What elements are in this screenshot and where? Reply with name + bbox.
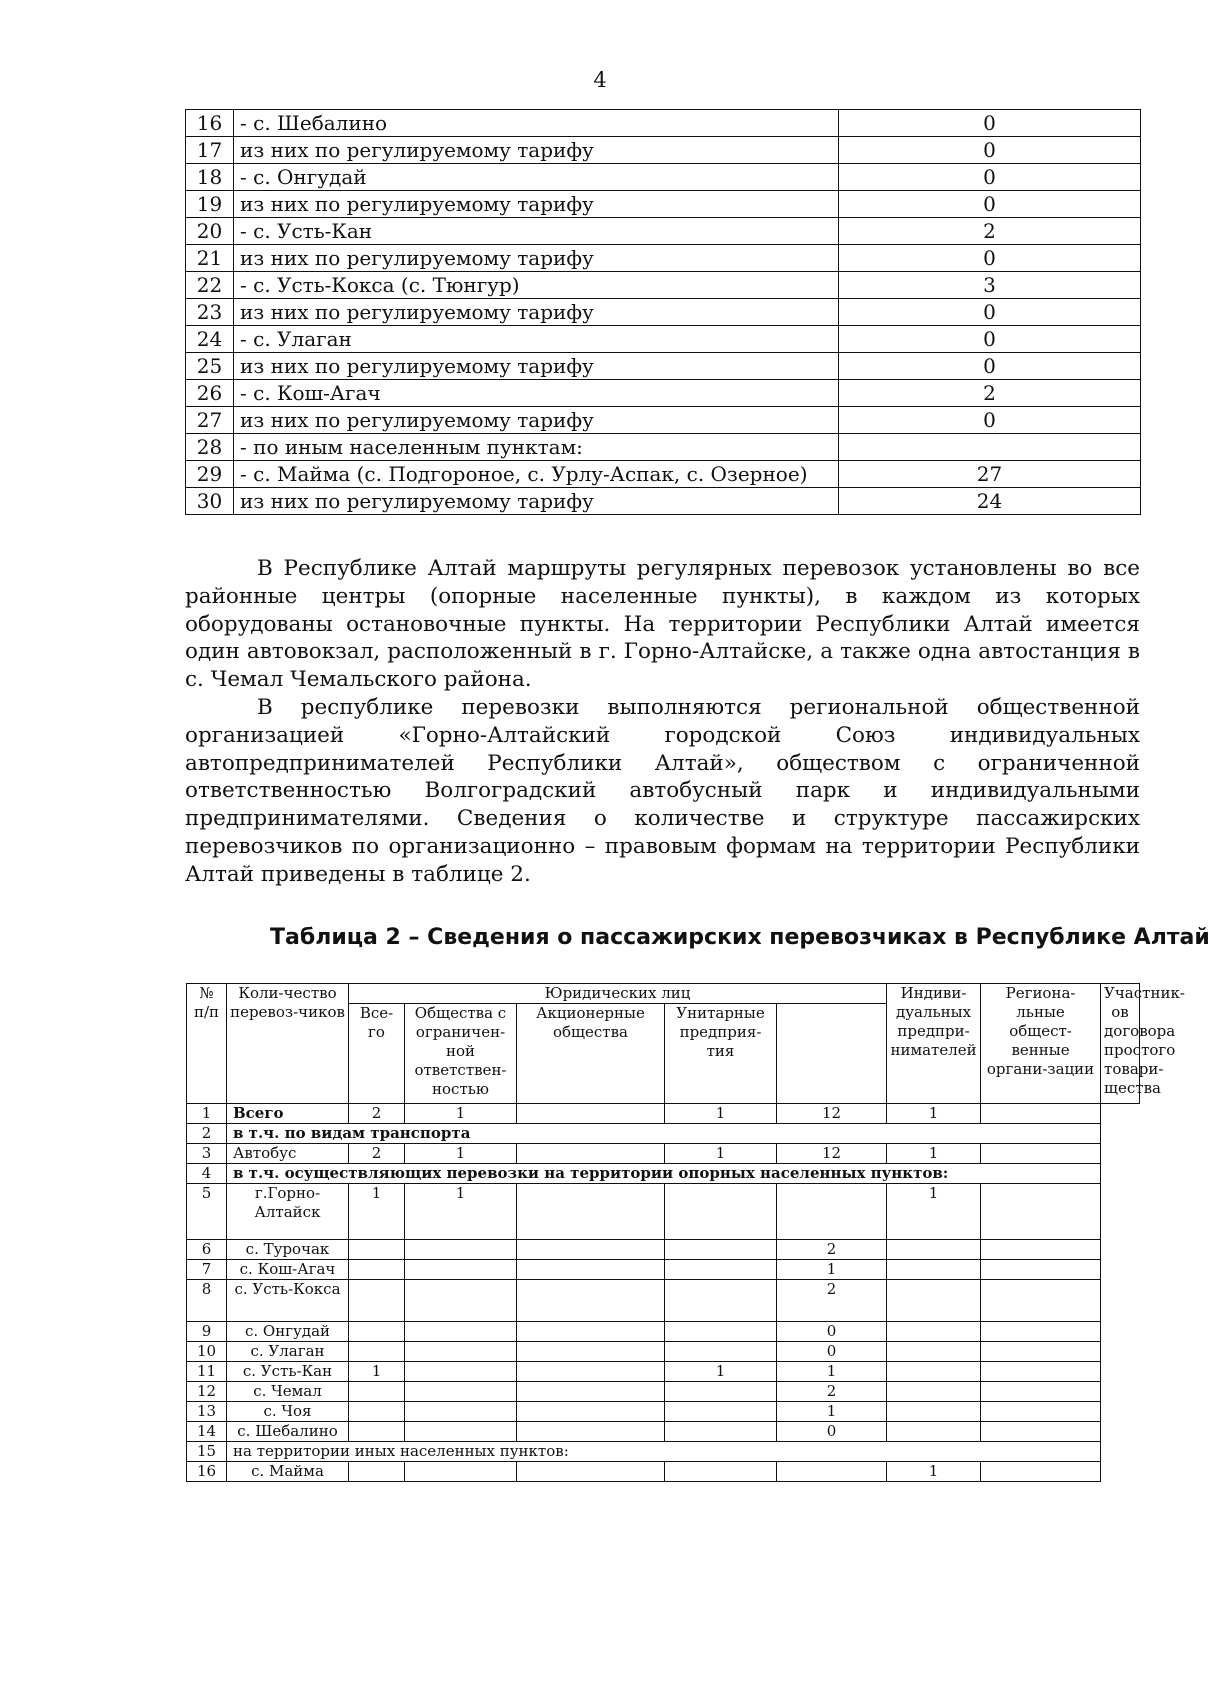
row-number: 17 (186, 137, 234, 164)
row-name: с. Улаган (227, 1342, 349, 1362)
cell-regional (887, 1240, 981, 1260)
cell-unitary: 1 (665, 1362, 777, 1382)
cell-total (349, 1462, 405, 1482)
cell-jsc (517, 1402, 665, 1422)
cell-partners (981, 1280, 1101, 1322)
section-label: в т.ч. осуществляющих перевозки на территории опорных населенных пунктов: (227, 1164, 1101, 1184)
row-value (839, 434, 1141, 461)
row-label: - с. Усть-Кокса (с. Тюнгур) (234, 272, 839, 299)
cell-regional (887, 1402, 981, 1422)
cell-partners (981, 1184, 1101, 1240)
cell-individual: 2 (777, 1240, 887, 1260)
cell-jsc (517, 1382, 665, 1402)
cell-unitary (665, 1342, 777, 1362)
cell-individual: 0 (777, 1422, 887, 1442)
row-name: с. Турочак (227, 1240, 349, 1260)
cell-partners (981, 1382, 1101, 1402)
table-row (187, 1184, 1140, 1240)
row-value: 27 (839, 461, 1141, 488)
row-value: 0 (839, 137, 1141, 164)
row-number: 27 (186, 407, 234, 434)
cell-partners (981, 1240, 1101, 1260)
row-number: 16 (186, 110, 234, 137)
row-name: с. Шебалино (227, 1422, 349, 1442)
row-value: 3 (839, 272, 1141, 299)
cell-unitary: 1 (665, 1104, 777, 1124)
cell-llc (405, 1402, 517, 1422)
header-row (187, 984, 1140, 1004)
table-row (186, 407, 1141, 434)
row-label: из них по регулируемому тарифу (234, 299, 839, 326)
row-value: 0 (839, 191, 1141, 218)
row-label: - с. Шебалино (234, 110, 839, 137)
row-name: с. Майма (227, 1462, 349, 1482)
row-number: 19 (186, 191, 234, 218)
cell-llc (405, 1362, 517, 1382)
row-label: из них по регулируемому тарифу (234, 353, 839, 380)
table-row (187, 1144, 1140, 1164)
cell-regional: 1 (887, 1184, 981, 1240)
table-row (187, 1260, 1140, 1280)
col-header-num: № п/п (187, 984, 227, 1104)
cell-partners (981, 1462, 1101, 1482)
row-label: - с. Кош-Агач (234, 380, 839, 407)
cell-individual: 1 (777, 1260, 887, 1280)
cell-total (349, 1342, 405, 1362)
cell-unitary (665, 1240, 777, 1260)
row-label: из них по регулируемому тарифу (234, 488, 839, 515)
cell-individual: 2 (777, 1382, 887, 1402)
col-header-llc: Общества с ограничен-ной ответствен-ностью (405, 1004, 517, 1104)
row-number: 21 (186, 245, 234, 272)
cell-regional: 1 (887, 1104, 981, 1124)
row-name: с. Чоя (227, 1402, 349, 1422)
cell-total: 1 (349, 1362, 405, 1382)
cell-partners (981, 1260, 1101, 1280)
cell-partners (981, 1104, 1101, 1124)
row-number: 3 (187, 1144, 227, 1164)
table-row (187, 1104, 1140, 1124)
row-value: 24 (839, 488, 1141, 515)
table-row (187, 1342, 1140, 1362)
row-label: из них по регулируемому тарифу (234, 245, 839, 272)
body-text (185, 555, 1140, 889)
table-row (186, 434, 1141, 461)
cell-individual: 0 (777, 1342, 887, 1362)
table-row (187, 1402, 1140, 1422)
col-header-partners: Участник-ов договора простого товари-щества (1101, 984, 1140, 1104)
cell-partners (981, 1422, 1101, 1442)
row-number: 23 (186, 299, 234, 326)
row-number: 25 (186, 353, 234, 380)
table-row (186, 461, 1141, 488)
cell-regional (887, 1322, 981, 1342)
cell-total (349, 1240, 405, 1260)
row-number: 8 (187, 1280, 227, 1322)
table-row (186, 326, 1141, 353)
row-number: 9 (187, 1322, 227, 1342)
cell-individual: 12 (777, 1144, 887, 1164)
cell-individual: 0 (777, 1322, 887, 1342)
row-number: 7 (187, 1260, 227, 1280)
row-number: 2 (187, 1124, 227, 1144)
cell-regional (887, 1280, 981, 1322)
cell-jsc (517, 1240, 665, 1260)
cell-llc (405, 1280, 517, 1322)
cell-total (349, 1280, 405, 1322)
cell-partners (981, 1402, 1101, 1422)
cell-llc (405, 1322, 517, 1342)
table-row (186, 110, 1141, 137)
row-number: 4 (187, 1164, 227, 1184)
row-number: 16 (187, 1462, 227, 1482)
col-header-legal: Юридических лиц (349, 984, 887, 1004)
row-name: с. Усть-Кокса (227, 1280, 349, 1322)
cell-regional: 1 (887, 1144, 981, 1164)
cell-total: 1 (349, 1184, 405, 1240)
row-value: 2 (839, 218, 1141, 245)
cell-jsc (517, 1104, 665, 1124)
row-number: 22 (186, 272, 234, 299)
cell-jsc (517, 1362, 665, 1382)
row-label: из них по регулируемому тарифу (234, 137, 839, 164)
cell-individual: 2 (777, 1280, 887, 1322)
section-label: в т.ч. по видам транспорта (227, 1124, 1101, 1144)
cell-partners (981, 1322, 1101, 1342)
cell-unitary (665, 1462, 777, 1482)
table-row (186, 353, 1141, 380)
cell-regional (887, 1422, 981, 1442)
cell-individual (777, 1462, 887, 1482)
cell-llc (405, 1240, 517, 1260)
row-name: с. Кош-Агач (227, 1260, 349, 1280)
row-number: 13 (187, 1402, 227, 1422)
table-row (187, 1362, 1140, 1382)
table-row (187, 1322, 1140, 1342)
row-value: 0 (839, 299, 1141, 326)
cell-jsc (517, 1462, 665, 1482)
cell-llc (405, 1382, 517, 1402)
row-label: - с. Улаган (234, 326, 839, 353)
cell-jsc (517, 1184, 665, 1240)
cell-unitary (665, 1260, 777, 1280)
cell-llc (405, 1260, 517, 1280)
row-value: 0 (839, 164, 1141, 191)
cell-total (349, 1422, 405, 1442)
cell-total: 2 (349, 1144, 405, 1164)
col-header-count: Коли-чество перевоз-чиков (227, 984, 349, 1104)
row-label: - с. Майма (с. Подгороное, с. Урлу-Аспак, с. Озерное) (234, 461, 839, 488)
row-label: - с. Усть-Кан (234, 218, 839, 245)
col-header-individual: Индиви-дуальных предпри-нимателей (887, 984, 981, 1104)
section-label: на территории иных населенных пунктов: (227, 1442, 1101, 1462)
cell-partners (981, 1342, 1101, 1362)
cell-individual (777, 1184, 887, 1240)
cell-unitary (665, 1184, 777, 1240)
row-number: 15 (187, 1442, 227, 1462)
cell-jsc (517, 1260, 665, 1280)
cell-individual: 1 (777, 1402, 887, 1422)
cell-jsc (517, 1280, 665, 1322)
cell-partners (981, 1362, 1101, 1382)
cell-unitary (665, 1280, 777, 1322)
cell-jsc (517, 1144, 665, 1164)
table-row (186, 164, 1141, 191)
row-number: 5 (187, 1184, 227, 1240)
cell-llc (405, 1342, 517, 1362)
section-row (187, 1164, 1140, 1184)
cell-total (349, 1402, 405, 1422)
row-number: 26 (186, 380, 234, 407)
table-row (186, 191, 1141, 218)
table-row (187, 1240, 1140, 1260)
table-row (187, 1382, 1140, 1402)
cell-total: 2 (349, 1104, 405, 1124)
routes-table (185, 109, 1141, 515)
cell-regional (887, 1362, 981, 1382)
row-name: Всего (227, 1104, 349, 1124)
page-number: 4 (593, 68, 607, 92)
row-number: 6 (187, 1240, 227, 1260)
table-row (186, 272, 1141, 299)
cell-regional (887, 1342, 981, 1362)
cell-partners (981, 1144, 1101, 1164)
table-row (186, 299, 1141, 326)
row-number: 10 (187, 1342, 227, 1362)
row-value: 2 (839, 380, 1141, 407)
table-row (187, 1280, 1140, 1322)
row-label: из них по регулируемому тарифу (234, 407, 839, 434)
row-name: с. Усть-Кан (227, 1362, 349, 1382)
row-number: 1 (187, 1104, 227, 1124)
row-value: 0 (839, 407, 1141, 434)
row-number: 29 (186, 461, 234, 488)
col-header-unitary: Унитарные предприя-тия (665, 1004, 777, 1104)
cell-jsc (517, 1422, 665, 1442)
cell-total (349, 1260, 405, 1280)
row-value: 0 (839, 245, 1141, 272)
row-name: Автобус (227, 1144, 349, 1164)
section-row (187, 1442, 1140, 1462)
table-row (187, 1422, 1140, 1442)
cell-regional (887, 1260, 981, 1280)
cell-regional: 1 (887, 1462, 981, 1482)
table-row (186, 137, 1141, 164)
table-row (186, 488, 1141, 515)
row-name: г.Горно-Алтайск (227, 1184, 349, 1240)
row-number: 24 (186, 326, 234, 353)
col-header-regional: Региона-льные общест-венные органи-зации (981, 984, 1101, 1104)
paragraph: В Республике Алтай маршруты регулярных перевозок установлены во все районные центры (опорные населенные пункты), в каждом из которых оборудованы остановочные пункты. На территории Республики Алтай имеется один автовокзал, расположенный в г. Горно-Алтайске, а также одна автостанция в с. Чемал Чемальского района. (185, 556, 1140, 693)
cell-llc: 1 (405, 1104, 517, 1124)
cell-individual: 1 (777, 1362, 887, 1382)
cell-unitary: 1 (665, 1144, 777, 1164)
cell-unitary (665, 1382, 777, 1402)
table-title: Таблица 2 – Сведения о пассажирских перевозчиках в Республике Алтай (270, 925, 1210, 950)
table-row (186, 245, 1141, 272)
row-value: 0 (839, 353, 1141, 380)
col-header-total: Все-го (349, 1004, 405, 1104)
cell-jsc (517, 1322, 665, 1342)
cell-total (349, 1382, 405, 1402)
row-label: из них по регулируемому тарифу (234, 191, 839, 218)
cell-unitary (665, 1422, 777, 1442)
cell-jsc (517, 1342, 665, 1362)
carriers-table (186, 983, 1185, 1482)
cell-total (349, 1322, 405, 1342)
cell-unitary (665, 1402, 777, 1422)
paragraph: В республике перевозки выполняются региональной общественной организацией «Горно-Алтайский городской Союз индивидуальных автопредпринимателей Республики Алтай», обществом с ограниченной ответственностью Волгоградский автобусный парк и индивидуальными предпринимателями. Сведения о количестве и структуре пассажирских перевозчиков по организационно – правовым формам на территории Республики Алтай приведены в таблице 2. (185, 694, 1140, 887)
section-row (187, 1124, 1140, 1144)
col-header-jsc: Акционерные общества (517, 1004, 665, 1104)
row-number: 20 (186, 218, 234, 245)
row-number: 18 (186, 164, 234, 191)
cell-llc: 1 (405, 1144, 517, 1164)
table-row (186, 218, 1141, 245)
row-number: 28 (186, 434, 234, 461)
row-name: с. Онгудай (227, 1322, 349, 1342)
row-name: с. Чемал (227, 1382, 349, 1402)
row-number: 11 (187, 1362, 227, 1382)
row-value: 0 (839, 326, 1141, 353)
cell-regional (887, 1382, 981, 1402)
cell-llc (405, 1462, 517, 1482)
row-number: 14 (187, 1422, 227, 1442)
cell-individual: 12 (777, 1104, 887, 1124)
cell-unitary (665, 1322, 777, 1342)
cell-llc (405, 1422, 517, 1442)
table-row (186, 380, 1141, 407)
row-label: - с. Онгудай (234, 164, 839, 191)
row-label: - по иным населенным пунктам: (234, 434, 839, 461)
table-row (187, 1462, 1140, 1482)
cell-llc: 1 (405, 1184, 517, 1240)
row-number: 12 (187, 1382, 227, 1402)
row-number: 30 (186, 488, 234, 515)
row-value: 0 (839, 110, 1141, 137)
